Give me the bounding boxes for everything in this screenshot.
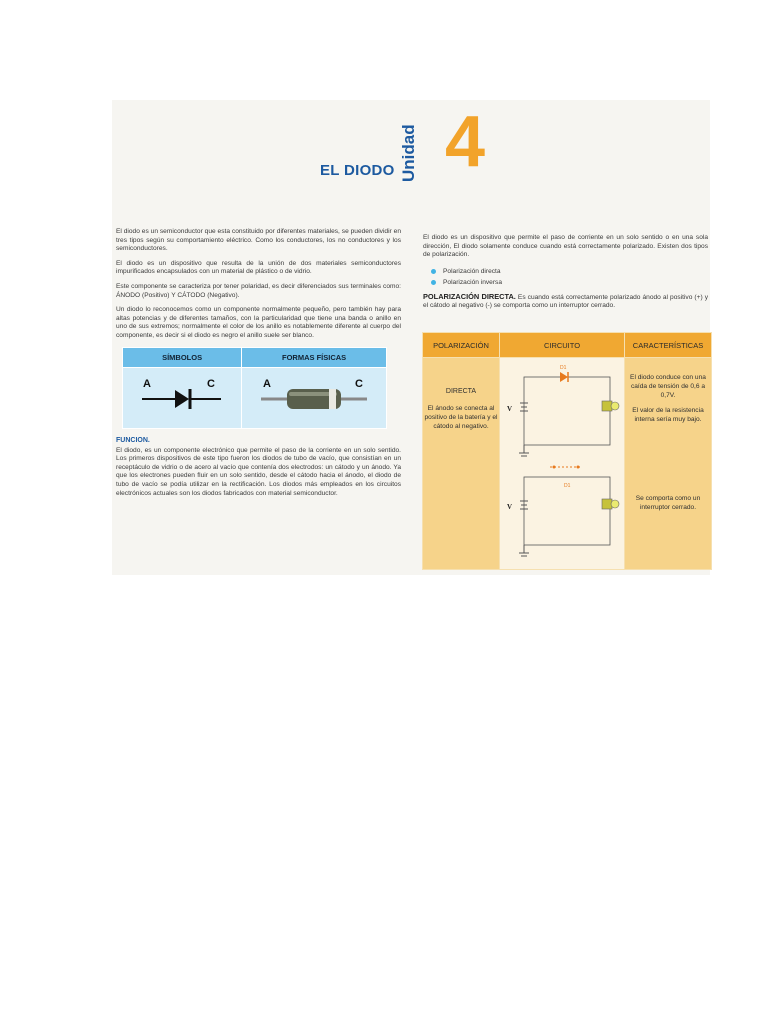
page-title: EL DIODO	[320, 162, 395, 179]
function-paragraph: El diodo, es un componente electrónico que permite el paso de la corriente en un solo sentido. Los primeros dispositivos de este tipo fueron los diodos de tubo de vacío, que consistían en un receptáculo de vidrio o de acero al vacío que contenía dos electrodos: un cátodo y un ánodo. Ya que los electrones pueden fluir en un solo sentido, desde el cátodo hacia el ánodo, el diodo de tubo de vacío se podía utilizar en la rectificación. Los diodos más empleados en los circuitos electrónicos actuales son los diodos fabricados con material semiconductor.	[116, 446, 401, 497]
voltage-label: V	[507, 503, 513, 511]
circuit-diagram	[502, 359, 622, 565]
characteristics-header: CARACTERÍSTICAS	[625, 333, 712, 358]
list-item: Polarización inversa	[431, 277, 708, 288]
anode-letter: A	[143, 378, 152, 391]
unit-label: Unidad	[399, 124, 418, 182]
list-item: Polarización directa	[431, 266, 708, 277]
polarization-table	[422, 332, 712, 570]
circuit-cell	[500, 358, 625, 570]
cathode-letter: C	[355, 378, 364, 391]
left-column	[116, 228, 401, 504]
paragraph: Este componente se caracteriza por tener polaridad, es decir diferenciados sus terminales como: ÁNODO (Positivo) Y CÁTODO (Negativo).	[116, 282, 401, 299]
diode-physical-icon	[259, 373, 369, 417]
paragraph: El diodo es un dispositivo que resulta de la unión de dos materiales semiconductores impurificados encapsulados con un material de plástico o de vidrio.	[116, 259, 401, 276]
polarization-header: POLARIZACIÓN	[423, 333, 500, 358]
diode-symbol-cell	[123, 367, 242, 428]
right-column	[423, 234, 708, 317]
paragraph: Un diodo lo reconocemos como un componente normalmente pequeño, pero también hay para altas potencias y de diferentes tamaños, con la particularidad que tiene una banda o anillo en uno de sus extremos; normalmente el color de los anillo es notablemente diferente al cuerpo del componente, es decir si el diodo es negro el anillo suele ser blanco.	[116, 306, 401, 339]
bullet-icon	[431, 280, 436, 285]
polarization-list	[431, 266, 708, 288]
unit-number: 4	[445, 102, 486, 182]
symbols-table	[122, 347, 387, 429]
characteristic-1: El diodo conduce con una caída de tensión de 0,6 a 0,7V.	[630, 374, 706, 399]
diode-symbol-icon	[137, 373, 227, 417]
direct-label: DIRECTA	[445, 388, 477, 395]
bullet-icon	[431, 269, 436, 274]
anode-letter: A	[263, 378, 272, 391]
polarization-cell	[423, 358, 500, 570]
symbols-header: SÍMBOLOS	[123, 347, 242, 367]
characteristic-3: Se comporta como un interruptor cerrado.	[635, 495, 701, 511]
voltage-label: V	[507, 405, 513, 413]
intro-paragraph: El diodo es un dispositivo que permite el paso de corriente en un solo sentido o en una sola dirección, El diodo solamente conduce cuando está correctamente polarizado. Existen dos tipos de polarización.	[423, 234, 708, 259]
polarization-description: El ánodo se conecta al positivo de la batería y el cátodo al negativo.	[424, 405, 498, 430]
d1-label: D1	[560, 365, 567, 371]
document-page	[112, 100, 710, 575]
characteristics-cell	[625, 358, 712, 570]
d1-label: D1	[564, 483, 571, 489]
direct-polarization-paragraph: POLARIZACIÓN DIRECTA. Es cuando está correctamente polarizado ánodo al positivo (+) y el cátodo al negativo (-) se comporta como un interruptor cerrado.	[423, 291, 708, 310]
cathode-letter: C	[207, 378, 216, 391]
physical-forms-header: FORMAS FÍSICAS	[242, 347, 387, 367]
direct-polarization-heading: POLARIZACIÓN DIRECTA.	[423, 291, 516, 301]
circuit-header: CIRCUITO	[500, 333, 625, 358]
function-heading: FUNCION.	[116, 436, 150, 444]
characteristic-2: El valor de la resistencia interna sería muy bajo.	[632, 407, 704, 423]
diode-physical-cell	[242, 367, 387, 428]
paragraph: El diodo es un semiconductor que esta constituido por diferentes materiales, se pueden dividir en tres tipos según su comportamiento eléctrico. Como los conductores, los no conductores y los semiconductores.	[116, 228, 401, 253]
